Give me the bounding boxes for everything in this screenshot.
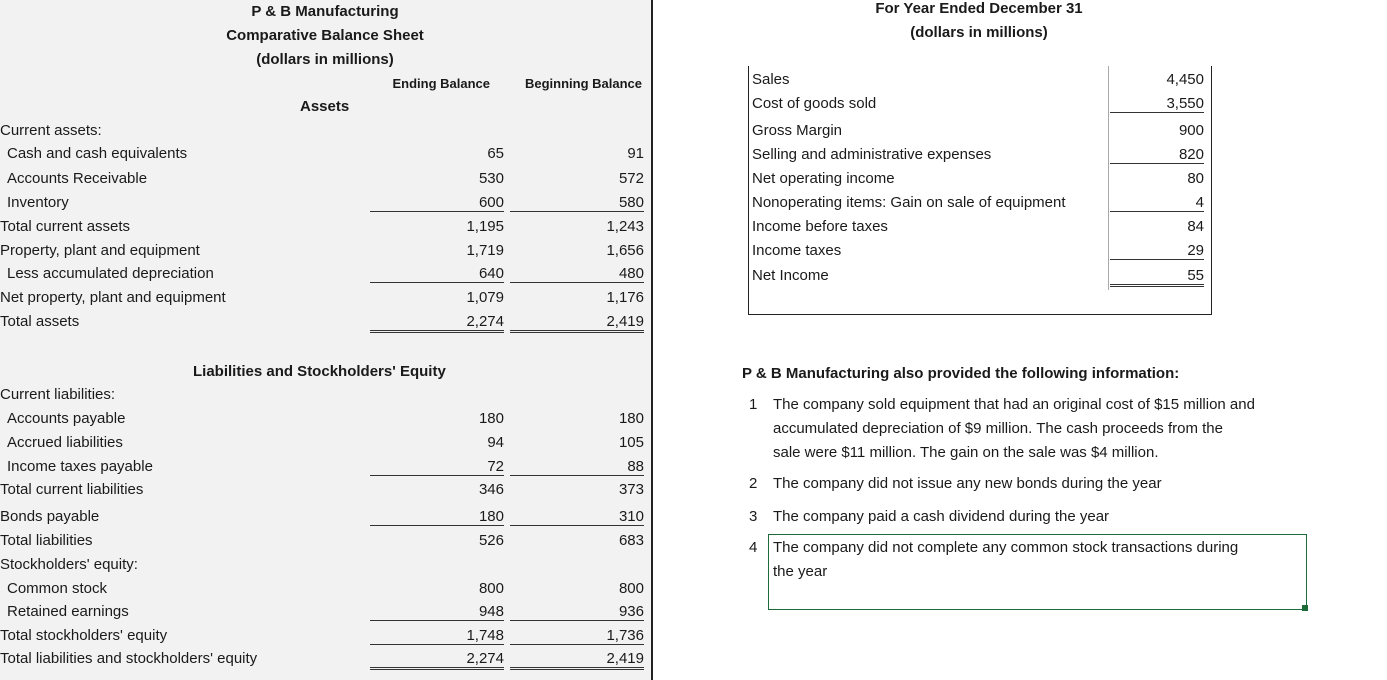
liability-end-value: 94 xyxy=(487,434,504,451)
assets-heading: Assets xyxy=(300,98,350,115)
liability-label: Income taxes payable xyxy=(7,458,153,475)
asset-end-value: 2,274 xyxy=(370,313,504,333)
equity-label: Common stock xyxy=(7,580,108,597)
equity-end-value: 2,274 xyxy=(370,650,504,670)
liability-begin-value: 683 xyxy=(618,532,644,549)
current-assets-label: Current assets: xyxy=(0,122,102,139)
asset-begin-value: 572 xyxy=(618,170,644,187)
liability-end-value: 346 xyxy=(478,481,504,498)
income-statement-divider xyxy=(1108,66,1109,290)
asset-end-value: 1,079 xyxy=(466,289,504,306)
is-row-label: Income taxes xyxy=(752,242,842,259)
liabilities-heading: Liabilities and Stockholders' Equity xyxy=(193,363,446,380)
panel-divider xyxy=(651,0,653,680)
is-row-label: Selling and administrative expenses xyxy=(752,146,992,163)
additional-info-heading: P & B Manufacturing also provided the following information: xyxy=(742,365,1180,382)
is-row-label: Net Income xyxy=(752,267,829,284)
equity-label: Total stockholders' equity xyxy=(0,627,168,644)
income-statement-title: For Year Ended December 31 xyxy=(875,0,1083,17)
asset-label: Inventory xyxy=(7,194,69,211)
equity-begin-value: 936 xyxy=(510,603,644,621)
asset-end-value: 530 xyxy=(478,170,504,187)
asset-begin-value: 480 xyxy=(510,265,644,283)
is-row-value: 80 xyxy=(1187,170,1204,187)
fill-handle[interactable] xyxy=(1302,605,1308,611)
balance-sheet-title: Comparative Balance Sheet xyxy=(226,27,424,44)
liability-begin-value: 105 xyxy=(618,434,644,451)
liability-label: Total current liabilities xyxy=(0,481,144,498)
liability-begin-value: 310 xyxy=(510,508,644,526)
is-row-value: 4,450 xyxy=(1166,71,1204,88)
liability-label: Bonds payable xyxy=(0,508,100,525)
company-name: P & B Manufacturing xyxy=(251,3,399,20)
note-line: The company paid a cash dividend during the year xyxy=(773,508,1110,525)
equity-begin-value: 800 xyxy=(618,580,644,597)
is-row-value: 900 xyxy=(1178,122,1204,139)
equity-end-value: 800 xyxy=(478,580,504,597)
liability-label: Accounts payable xyxy=(7,410,126,427)
is-row-label: Income before taxes xyxy=(752,218,888,235)
liability-end-value: 180 xyxy=(478,410,504,427)
is-row-label: Sales xyxy=(752,71,790,88)
col-ending-header: Ending Balance xyxy=(392,76,490,91)
equity-end-value: 1,748 xyxy=(370,627,504,645)
asset-label: Cash and cash equivalents xyxy=(7,145,188,162)
asset-label: Total assets xyxy=(0,313,80,330)
note-line: The company sold equipment that had an original cost of $15 million and xyxy=(773,396,1255,413)
note-number: 4 xyxy=(749,539,758,556)
balance-sheet-units: (dollars in millions) xyxy=(256,51,394,68)
note-number: 2 xyxy=(749,475,758,492)
asset-label: Accounts Receivable xyxy=(7,170,148,187)
is-row-value: 3,550 xyxy=(1110,95,1204,113)
note-line: accumulated depreciation of $9 million. The cash proceeds from the xyxy=(773,420,1223,437)
asset-label: Property, plant and equipment xyxy=(0,242,200,259)
asset-end-value: 640 xyxy=(370,265,504,283)
liability-begin-value: 373 xyxy=(618,481,644,498)
equity-label: Total liabilities and stockholders' equity xyxy=(0,650,258,667)
is-row-label: Nonoperating items: Gain on sale of equipment xyxy=(752,194,1066,211)
liability-end-value: 72 xyxy=(370,458,504,476)
equity-end-value: 948 xyxy=(370,603,504,621)
asset-end-value: 1,195 xyxy=(466,218,504,235)
note-line: The company did not complete any common stock transactions during xyxy=(773,539,1239,556)
note-line: The company did not issue any new bonds during the year xyxy=(773,475,1162,492)
note-line: the year xyxy=(773,563,828,580)
is-row-value: 84 xyxy=(1187,218,1204,235)
asset-begin-value: 1,243 xyxy=(606,218,644,235)
asset-begin-value: 1,656 xyxy=(606,242,644,259)
income-statement-units: (dollars in millions) xyxy=(910,24,1048,41)
liability-label: Accrued liabilities xyxy=(7,434,123,451)
is-row-label: Net operating income xyxy=(752,170,895,187)
liability-end-value: 180 xyxy=(370,508,504,526)
is-row-value: 4 xyxy=(1110,194,1204,212)
asset-begin-value: 580 xyxy=(510,194,644,212)
equity-label: Retained earnings xyxy=(7,603,129,620)
asset-begin-value: 1,176 xyxy=(606,289,644,306)
is-row-value: 820 xyxy=(1110,146,1204,164)
asset-label: Net property, plant and equipment xyxy=(0,289,226,306)
note-line: sale were $11 million. The gain on the sale was $4 million. xyxy=(773,444,1159,461)
asset-begin-value: 91 xyxy=(627,145,644,162)
asset-label: Less accumulated depreciation xyxy=(7,265,214,282)
equity-begin-value: 1,736 xyxy=(510,627,644,645)
equity-begin-value: 2,419 xyxy=(510,650,644,670)
is-row-label: Gross Margin xyxy=(752,122,843,139)
liability-begin-value: 180 xyxy=(618,410,644,427)
asset-label: Total current assets xyxy=(0,218,131,235)
liability-begin-value: 88 xyxy=(510,458,644,476)
current-liabilities-label: Current liabilities: xyxy=(0,386,116,403)
asset-end-value: 600 xyxy=(370,194,504,212)
asset-begin-value: 2,419 xyxy=(510,313,644,333)
note-number: 3 xyxy=(749,508,758,525)
equity-label-heading: Stockholders' equity: xyxy=(0,556,138,573)
asset-end-value: 65 xyxy=(487,145,504,162)
is-row-value: 55 xyxy=(1110,267,1204,287)
liability-end-value: 526 xyxy=(478,532,504,549)
liability-label: Total liabilities xyxy=(0,532,93,549)
is-row-label: Cost of goods sold xyxy=(752,95,877,112)
asset-end-value: 1,719 xyxy=(466,242,504,259)
is-row-value: 29 xyxy=(1110,242,1204,260)
note-number: 1 xyxy=(749,396,758,413)
col-beginning-header: Beginning Balance xyxy=(524,76,642,91)
